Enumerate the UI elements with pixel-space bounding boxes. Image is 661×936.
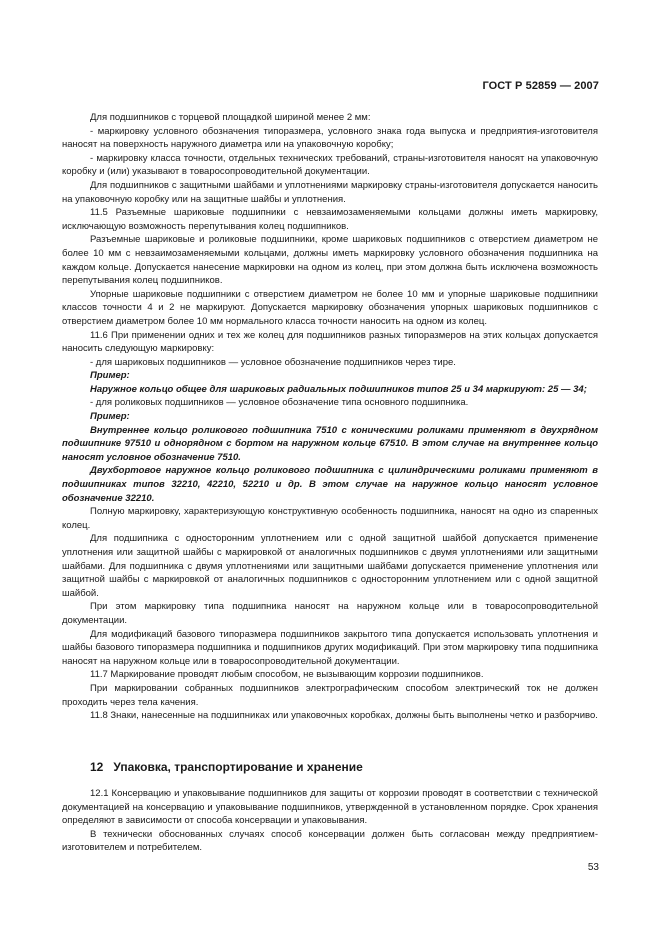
page-number: 53 — [587, 862, 599, 873]
section-12-heading — [90, 760, 363, 774]
section-12-body — [62, 787, 598, 855]
paragraph: Разъемные шариковые и роликовые подшипники, кроме шариковых подшипников с отверстием диаметром не более 10 мм с невзаимозаменяемыми кольцами, должны иметь маркировку условного обозначения подшипника на каждом кольце. Допускается нанесение маркировки на одном из колец, при этом должна быть исключена возможность перепутывания колец подшипников. — [62, 234, 598, 287]
paragraph: 11.8 Знаки, нанесенные на подшипниках или упаковочных коробках, должны быть выполнены четко и разборчиво. — [90, 710, 598, 722]
section-11-body — [62, 111, 598, 723]
example-text: Двухбортовое наружное кольцо роликового подшипника с цилиндрическими роликами применяют в подшипниках типов 32210, 42210, 52210 и др. В этом случае на наружное кольцо наносят условное обозначение 32210. — [62, 465, 598, 504]
paragraph: 12.1 Консервацию и упаковывание подшипников для защиты от коррозии проводят в соответствии с технической документацией на консервацию и упаковывание подшипников, утвержденной в установленном порядке. Срок хранения определяют в зависимости от способа консервации и упаковывания. — [62, 788, 598, 827]
example-label: Пример: — [90, 370, 130, 382]
paragraph: Для подшипника с односторонним уплотнением или с одной защитной шайбой допускается применение уплотнения или защитной шайбы с маркировкой от аналогичных подшипников с двумя уплотнениями или защитными шайбами. Для подшипника с двумя уплотнениями или защитными шайбами допускается применение уплотнения или защитной шайбы с маркировкой от аналогичных подшипников с односторонним уплотнением или с одной защитной шайбой. — [62, 533, 598, 599]
paragraph: - маркировку условного обозначения типоразмера, условного знака года выпуска и предприятия-изготовителя наносят на поверхность наружного диаметра или на упаковочную коробку; — [62, 125, 598, 151]
paragraph: В технически обоснованных случаях способ консервации должен быть согласован между предприятием-изготовителем и потребителем. — [62, 828, 598, 854]
paragraph: Упорные шариковые подшипники с отверстием диаметром не более 10 мм и упорные шариковые подшипники классов точности 4 и 2 не маркируют. Допускается маркировку обозначения упорных шариковых подшипников с отверстием диаметром более 10 мм нормального класса точности наносить на одном из колец. — [62, 288, 598, 327]
example-text: Наружное кольцо общее для шариковых радиальных подшипников типов 25 и 34 маркируют: 25 — 34; — [90, 383, 587, 395]
paragraph: Для подшипников с торцевой площадкой шириной менее 2 мм: — [90, 112, 371, 123]
paragraph: Для модификаций базового типоразмера подшипников закрытого типа допускается использовать уплотнения и шайбы базового типоразмера подшипника и подшипников других модификаций. При этом маркировку типа подшипника наносят на наружном кольце или в товаросопроводительной документации. — [62, 628, 598, 667]
paragraph: При этом маркировку типа подшипника наносят на наружном кольце или в товаросопроводительной документации. — [62, 601, 598, 626]
paragraph: - для роликовых подшипников — условное обозначение типа основного подшипника. — [90, 397, 469, 409]
example-label: Пример: — [90, 411, 130, 423]
paragraph: Полную маркировку, характеризующую конструктивную особенность подшипника, наносят на одно из спаренных колец. — [62, 506, 598, 531]
example-text: Внутреннее кольцо роликового подшипника 7510 с коническими роликами применяют в двухрядном подшипнике 97510 и однорядном с бортом на наружном кольце 67510. В этом случае на внутреннее кольцо наносят условное обозначение 7510. — [62, 424, 598, 463]
paragraph: - для шариковых подшипников — условное обозначение подшипников через тире. — [90, 356, 456, 368]
section-title: Упаковка, транспортирование и хранение — [113, 760, 363, 774]
paragraph: 11.6 При применении одних и тех же колец для подшипников разных типоразмеров на этих кольцах допускается наносить следующую маркировку: — [62, 329, 598, 355]
document-header: ГОСТ Р 52859 — 2007 — [482, 80, 599, 92]
paragraph: 11.7 Маркирование проводят любым способом, не вызывающим коррозии подшипников. — [90, 669, 484, 681]
paragraph: Для подшипников с защитными шайбами и уплотнениями маркировку страны-изготовителя допускается наносить на упаковочную коробку или на защитные шайбы и уплотнения. — [62, 179, 598, 205]
section-number: 12 — [90, 760, 104, 774]
paragraph: При маркировании собранных подшипников электрографическим способом электрический ток не должен проходить через тела качения. — [62, 682, 598, 708]
paragraph: 11.5 Разъемные шариковые подшипники с невзаимозаменяемыми кольцами должны иметь маркировку, исключающую возможность перепутывания колец подшипников. — [62, 207, 598, 232]
paragraph: - маркировку класса точности, отдельных технических требований, страны-изготовителя наносят на упаковочную коробку и (или) указывают в товаросопроводительной документации. — [62, 152, 598, 178]
